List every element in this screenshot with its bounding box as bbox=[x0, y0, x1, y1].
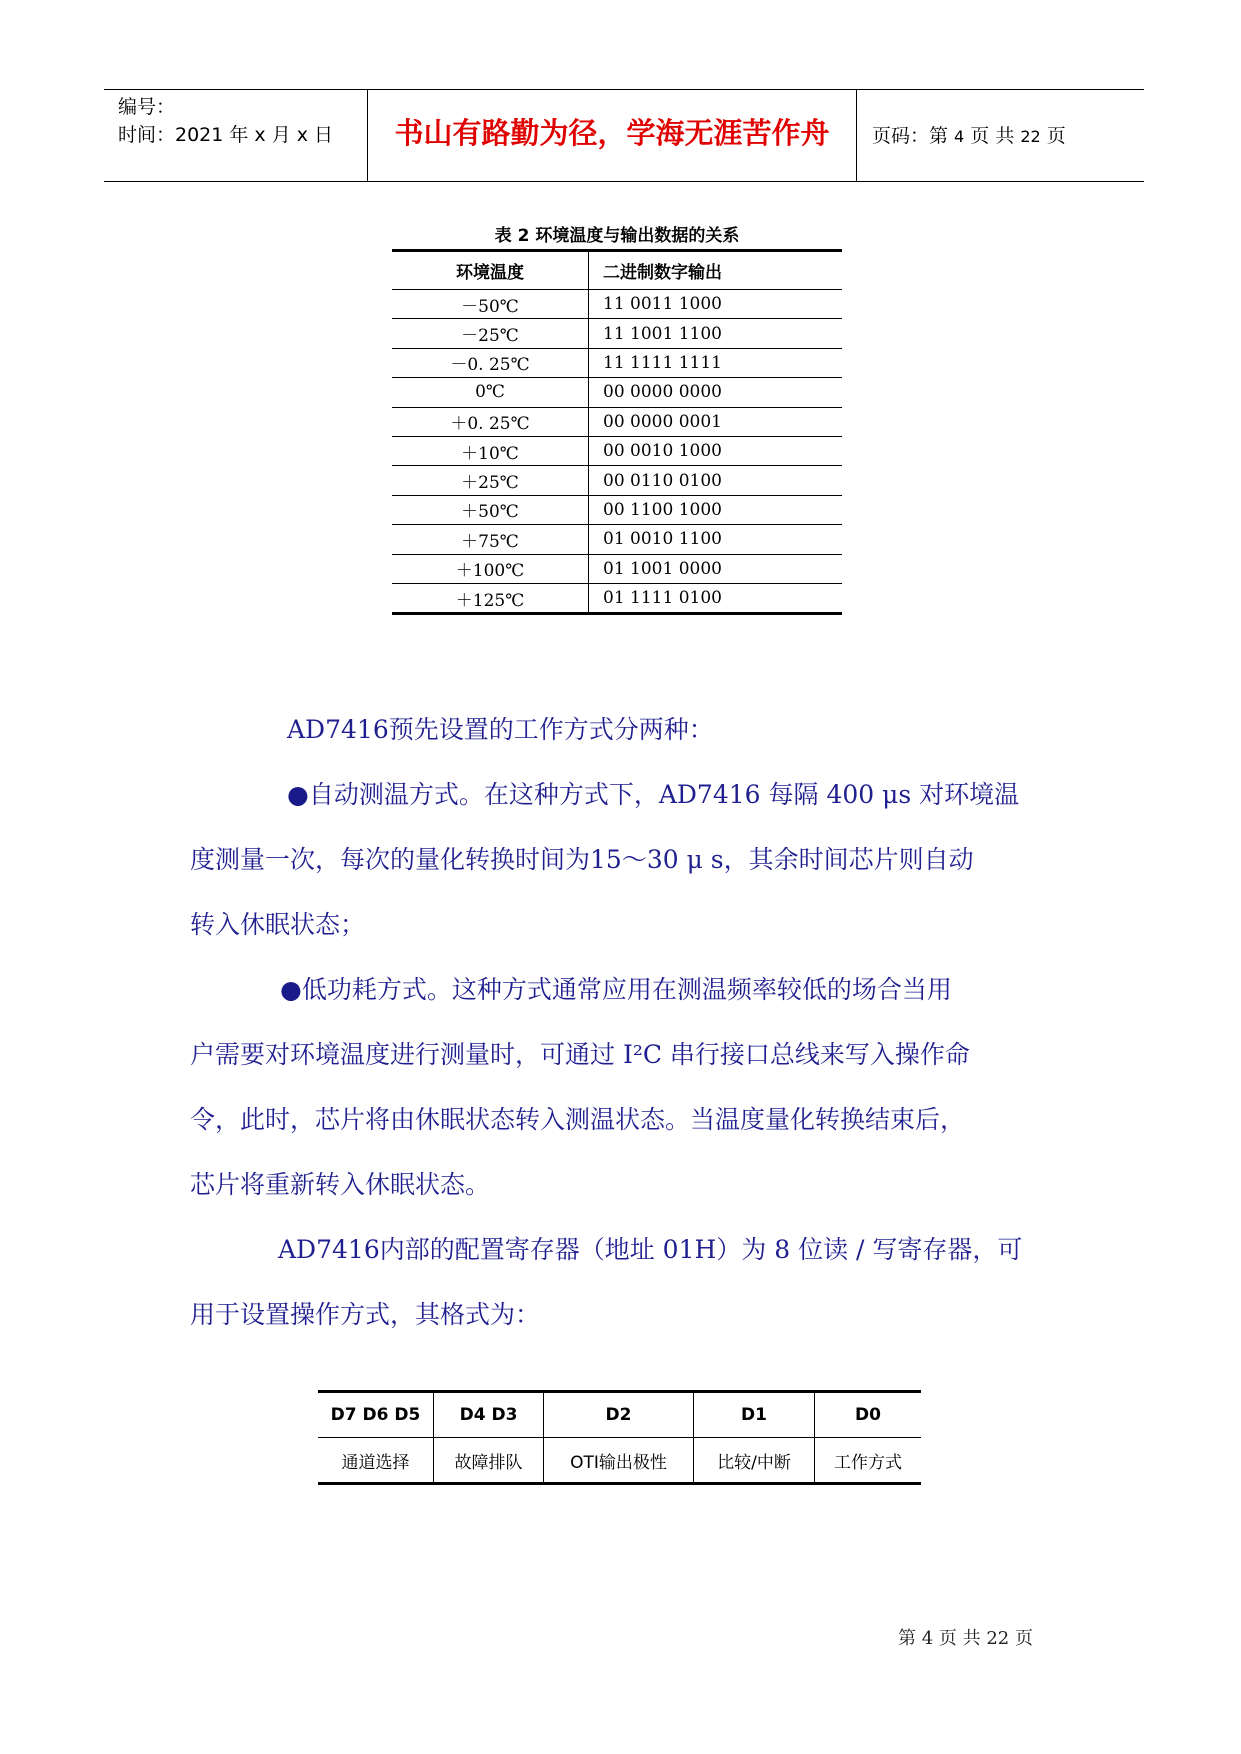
temp-cell: 0℃ bbox=[392, 378, 589, 407]
temp-cell: ＋50℃ bbox=[392, 495, 589, 524]
output-cell: 00 0110 0100 bbox=[603, 470, 722, 491]
register-bits-row bbox=[318, 1392, 921, 1438]
temperature-output-table bbox=[392, 249, 842, 615]
paragraph-low-power-line1 bbox=[280, 957, 1160, 1022]
table-row bbox=[392, 525, 842, 554]
temp-cell: －50℃ bbox=[392, 290, 589, 319]
header-page-info bbox=[872, 122, 1066, 151]
temp-cell: ＋75℃ bbox=[392, 525, 589, 554]
bit-cell: D2 bbox=[544, 1392, 694, 1438]
page-total: 22 bbox=[1020, 127, 1041, 146]
col-header-temp: 环境温度 bbox=[392, 251, 589, 290]
temp-cell: ＋25℃ bbox=[392, 466, 589, 495]
temp-cell: ＋10℃ bbox=[392, 436, 589, 465]
bullet-icon: ● bbox=[280, 975, 302, 1004]
page-prefix: 页码：第 bbox=[872, 125, 955, 147]
config-register-format-table bbox=[318, 1390, 921, 1485]
table-row bbox=[392, 495, 842, 524]
temp-cell: ＋125℃ bbox=[392, 583, 589, 613]
table-header-row bbox=[392, 251, 842, 290]
header-motto: 书山有路勤为径，学海无涯苦作舟 bbox=[394, 116, 830, 150]
low-power-text: 低功耗方式。这种方式通常应用在测温频率较低的场合当用 bbox=[301, 975, 952, 1004]
paragraph-low-power-line3: 令，此时，芯片将由休眠状态转入测温状态。当温度量化转换结束后， bbox=[190, 1105, 966, 1134]
output-cell: 00 0000 0000 bbox=[603, 382, 722, 403]
paragraph-intro: AD7416预先设置的工作方式分两种： bbox=[287, 715, 714, 744]
bullet-icon: ● bbox=[287, 780, 309, 809]
time-label: 时间：2021 年 x 月 x 日 bbox=[118, 124, 334, 146]
temp-cell: ＋0. 25℃ bbox=[392, 407, 589, 436]
paragraph-auto-mode-line2: 度测量一次，每次的量化转换时间为15～30 μ s，其余时间芯片则自动 bbox=[190, 845, 974, 874]
table-row bbox=[392, 583, 842, 613]
paragraph-register-line2: 用于设置操作方式，其格式为： bbox=[190, 1300, 541, 1329]
bit-cell: D0 bbox=[815, 1392, 922, 1438]
output-cell: 01 1111 0100 bbox=[603, 588, 722, 609]
col-header-output: 二进制数字输出 bbox=[603, 263, 722, 283]
table-row bbox=[392, 378, 842, 407]
output-cell: 00 1100 1000 bbox=[603, 499, 722, 520]
number-label: 编号： bbox=[118, 96, 176, 118]
table-row bbox=[392, 407, 842, 436]
function-cell: 通道选择 bbox=[341, 1452, 410, 1473]
table-row bbox=[392, 319, 842, 348]
page-footer: 第 4 页 共 22 页 bbox=[898, 1628, 1033, 1649]
bit-cell: D1 bbox=[694, 1392, 815, 1438]
table-row bbox=[392, 436, 842, 465]
output-cell: 01 1001 0000 bbox=[603, 558, 722, 579]
register-functions-row bbox=[318, 1438, 921, 1484]
output-cell: 01 0010 1100 bbox=[603, 529, 722, 550]
output-cell: 11 1001 1100 bbox=[603, 323, 722, 344]
temp-cell: －0. 25℃ bbox=[392, 348, 589, 377]
output-cell: 00 0010 1000 bbox=[603, 441, 722, 462]
output-cell: 00 0000 0001 bbox=[603, 411, 722, 432]
table-row bbox=[392, 290, 842, 319]
page-suffix: 页 bbox=[1040, 125, 1066, 147]
table-row bbox=[392, 554, 842, 583]
output-cell: 11 0011 1000 bbox=[603, 294, 722, 315]
table-row bbox=[392, 466, 842, 495]
function-cell: OTI输出极性 bbox=[544, 1438, 694, 1484]
temp-cell: －25℃ bbox=[392, 319, 589, 348]
output-cell: 11 1111 1111 bbox=[603, 352, 722, 373]
paragraph-register-line1: AD7416内部的配置寄存器（地址 01H）为 8 位读 / 写寄存器，可 bbox=[278, 1235, 1023, 1264]
paragraph-low-power-line4: 芯片将重新转入休眠状态。 bbox=[190, 1170, 491, 1199]
function-cell: 工作方式 bbox=[815, 1438, 922, 1484]
header-divider-right bbox=[856, 89, 857, 182]
header-top-rule bbox=[104, 89, 1144, 90]
temp-cell: ＋100℃ bbox=[392, 554, 589, 583]
paragraph-auto-mode-line3: 转入休眠状态； bbox=[190, 910, 366, 939]
paragraph-low-power-line2: 户需要对环境温度进行测量时，可通过 I²C 串行接口总线来写入操作命 bbox=[190, 1040, 970, 1069]
function-cell: 故障排队 bbox=[434, 1438, 544, 1484]
paragraph-auto-mode-line1 bbox=[287, 762, 1167, 827]
auto-mode-text: 自动测温方式。在这种方式下，AD7416 每隔 400 μs 对环境温 bbox=[308, 780, 1020, 809]
bit-cell: D7 D6 D5 bbox=[318, 1392, 434, 1438]
bit-cell: D4 D3 bbox=[434, 1392, 544, 1438]
table2-title: 表 2 环境温度与输出数据的关系 bbox=[494, 226, 740, 246]
header-meta bbox=[118, 93, 333, 149]
function-cell: 比较/中断 bbox=[694, 1438, 815, 1484]
table-row bbox=[392, 348, 842, 377]
page-mid: 页 共 bbox=[964, 125, 1021, 147]
header-bottom-rule bbox=[104, 181, 1144, 182]
page-number: 4 bbox=[954, 127, 965, 146]
page-header bbox=[104, 89, 1144, 182]
